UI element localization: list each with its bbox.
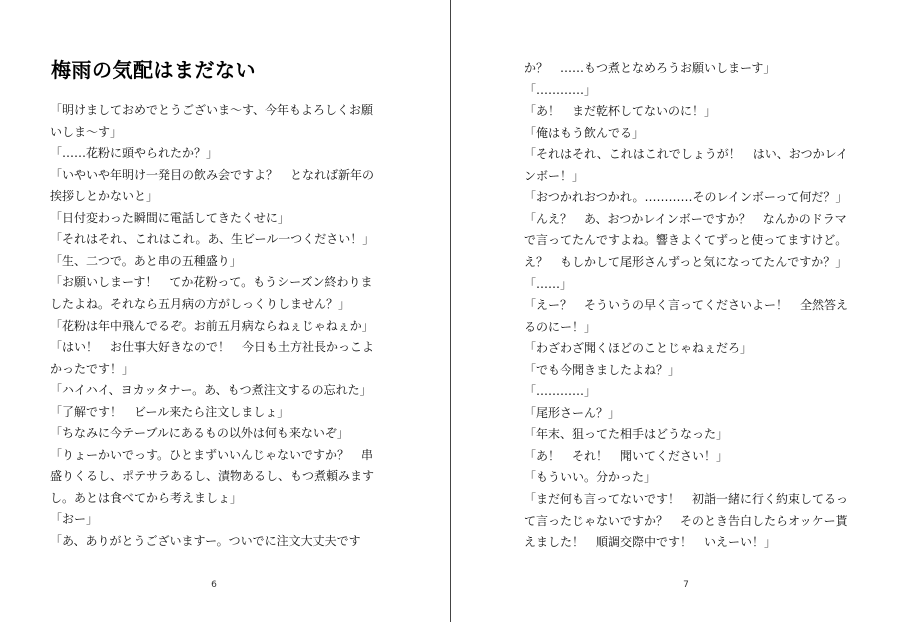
text-line: 「生、二つで。あと串の五種盛り」 — [50, 253, 242, 268]
page-number-left: 6 — [211, 580, 217, 590]
text-line: 「でも今聞きましたよね？」 — [524, 362, 681, 377]
text-line: 「尾形さーん？」 — [524, 405, 621, 420]
text-line: で言ってたんですよね。響きよくてずっと使ってますけど。 — [524, 233, 848, 248]
text-line: し。あとは食べてから考えましょ」 — [50, 490, 243, 505]
text-line: ンボー！」 — [524, 168, 585, 183]
text-line: 「あ、ありがとうございますー。ついでに注文大丈夫です — [50, 534, 361, 548]
text-line: 「もういい。分かった」 — [524, 470, 657, 485]
text-line: 「いやいや年明け一発目の飲み会ですよ？ となれば新年の — [50, 167, 375, 182]
text-line: るのにー！」 — [524, 319, 597, 334]
text-line: 「えー？ そういうの早く言ってくださいよー！ 全然答え — [524, 298, 849, 313]
text-line: 「……」 — [524, 276, 573, 291]
text-line: 「わざわざ聞くほどのことじゃねぇだろ」 — [524, 341, 753, 356]
text-line: いしま〜す」 — [50, 124, 123, 139]
text-line: 「あ！ まだ乾杯してないのに！」 — [524, 104, 717, 119]
text-line: て言ったじゃないですか？ そのとき告白したらオッケー貰 — [524, 513, 848, 528]
text-line: 「……花粉に頭やられたか？」 — [50, 146, 219, 161]
text-line: 「…………」 — [524, 384, 597, 399]
chapter-title: 梅雨の気配はまだない — [51, 58, 256, 82]
text-line: 「んえ？ あ、おつかレインボーですか？ なんかのドラマ — [524, 211, 847, 226]
text-line: 「ハイハイ、ヨカッタナー。あ、もつ煮注文するの忘れた」 — [50, 383, 372, 398]
text-line: 「年末、狙ってた相手はどうなった」 — [524, 427, 729, 442]
text-line: か？ ……もつ煮となめろうお願いしまーす」 — [524, 61, 776, 75]
text-line: 盛りくるし、ポテサラあるし、漬物あるし、もつ煮頼みます — [50, 469, 375, 484]
text-line: 挨拶しとかないと」 — [50, 189, 159, 204]
right-page — [451, 0, 900, 622]
text-line: 「日付変わった瞬間に電話してきたくせに」 — [50, 210, 290, 225]
text-line: 「りょーかいでっす。ひとまずいいんじゃないですか？ 串 — [50, 447, 374, 462]
text-line: 「それはそれ、これはこれ。あ、生ビール一つください！」 — [50, 232, 375, 247]
text-line: 「おー」 — [50, 512, 99, 527]
text-line: 「了解です！ ビール来たら注文しましょ」 — [50, 404, 290, 419]
text-line: 「花粉は年中飛んでるぞ。お前五月病ならねぇじゃねぇか」 — [50, 318, 374, 333]
text-line: 「…………」 — [524, 82, 597, 97]
text-line: 「はい！ お仕事大好きなので！ 今日も土方社長かっこよ — [50, 340, 375, 355]
text-line: 「おつかれおつかれ。…………そのレインボーって何だ？」 — [524, 190, 848, 205]
text-line: したよね。それなら五月病の方がしっくりしません？」 — [50, 296, 351, 311]
text-line: 「あ！ それ！ 聞いてください！」 — [524, 448, 729, 463]
text-line: 「それはそれ、これはこれでしょうが！ はい、おつかレイ — [524, 147, 849, 162]
text-line: 「明けましておめでとうございま〜す、今年もよろしくお願 — [50, 103, 374, 117]
page-number-right: 7 — [683, 580, 689, 590]
text-line: 「お願いしまーす！ てか花粉って。もうシーズン終わりま — [50, 275, 373, 290]
text-line: 「まだ何も言ってないです！ 初詣一緒に行く約束してるっ — [524, 492, 849, 506]
text-line: かったです！」 — [50, 361, 135, 376]
text-line: えました！ 順調交際中です！ いえーい！」 — [524, 535, 777, 550]
text-line: え？ もしかして尾形さんずっと気になってたんですか？」 — [524, 254, 848, 269]
text-line: 「俺はもう飲んでる」 — [524, 125, 645, 140]
text-line: 「ちなみに今テーブルにあるもの以外は何も来ないぞ」 — [50, 426, 349, 441]
